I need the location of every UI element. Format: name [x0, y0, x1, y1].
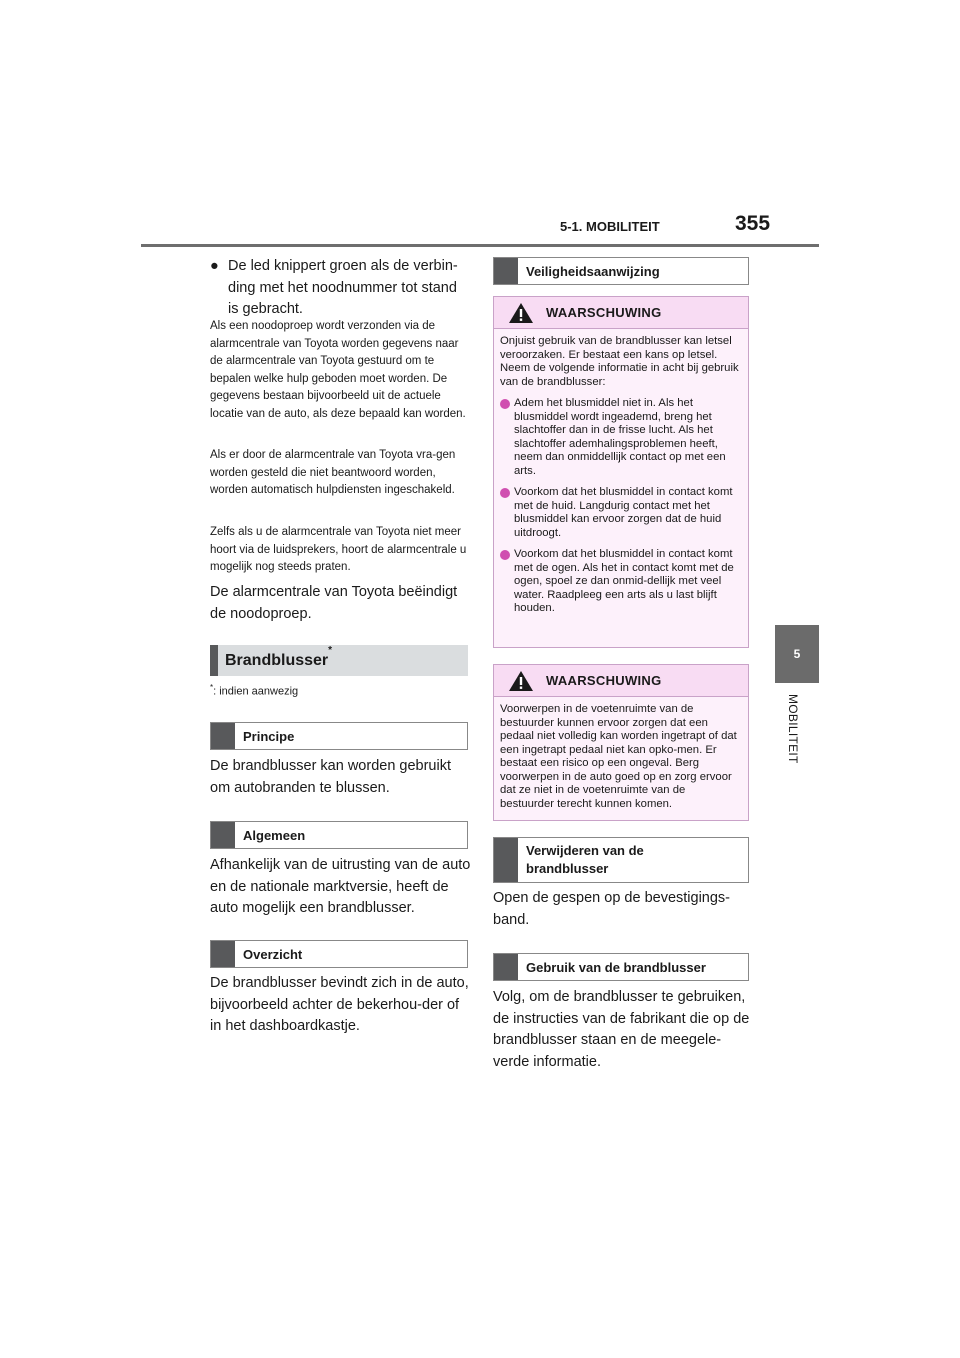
warning-text: Voorwerpen in de voetenruimte van de bestuurder kunnen ervoor zorgen dat een pedaal niet volledig kan worden ingetrapt of dat een ingetrapt pedaal niet kan opko-men. Er bestaat een risico op een ongeval. Berg voorwerpen in de auto goed op en zorg ervoor dat ze niet in de voetenruimte van de bestuurder terecht kunnen komen. — [500, 703, 737, 810]
bullet-text: De led knippert groen als de verbin-ding met het noodnummer tot stand is gebracht. — [228, 258, 458, 317]
principe-text: De brandblusser kan worden gebruikt om autobranden te blussen. — [210, 758, 451, 796]
page-number: 355 — [735, 212, 771, 235]
warning-header — [494, 297, 748, 329]
footnote-text: : indien aanwezig — [213, 685, 299, 698]
running-header-section: 5-1. MOBILITEIT — [560, 219, 660, 234]
remove-text: Open de gespen op de bevestigings-band. — [493, 890, 731, 928]
subheading-bar — [211, 822, 235, 848]
warning-intro: Onjuist gebruik van de brandblusser kan letsel veroorzaken. Er bestaat een kans op letsel. Neem de volgende informatie in acht bij gebruik van de brandblusser: — [500, 335, 739, 388]
subheading-algemeen — [210, 821, 468, 849]
footnote-mark: * — [210, 683, 214, 692]
section-heading-brandblusser — [210, 645, 468, 676]
info-paragraph-1: Als een noodoproep wordt verzonden via de alarmcentrale van Toyota worden gegevens naar de alarmcentrale van Toyota gestuurd om te bepalen welke hulp geboden moet worden. De gegevens bestaan bijvoorbeeld uit de actuele locatie van de auto, als deze bepaald kan worden. — [210, 320, 466, 420]
warning-body — [494, 697, 748, 825]
chapter-tab — [775, 625, 819, 683]
subheading-bar — [494, 838, 518, 882]
warning-title: WAARSCHUWING — [546, 673, 662, 688]
subheading-text: Verwijderen van de brandblusser — [526, 843, 644, 876]
chapter-label: MOBILITEIT — [786, 694, 800, 764]
chapter-number: 5 — [793, 647, 801, 661]
algemeen-text: Afhankelijk van de uitrusting van de auto en de nationale marktversie, heeft de auto mogelijk een brandblusser. — [210, 857, 471, 916]
section-title-mark: * — [328, 645, 333, 656]
bullet-circle-icon — [500, 488, 510, 498]
warning-title: WAARSCHUWING — [546, 305, 662, 320]
subheading-bar — [494, 258, 518, 284]
section-title: Brandblusser — [225, 652, 329, 669]
subheading-text: Principe — [243, 728, 295, 744]
overzicht-text: De brandblusser bevindt zich in de auto, bijvoorbeeld achter de bekerhou-der of in het dashboardkastje. — [210, 975, 469, 1034]
subheading-gebruik — [493, 953, 749, 981]
use-text: Volg, om de brandblusser te gebruiken, de instructies van de fabrikant die op de brandblusser staan en de meegele-verde informatie. — [493, 989, 750, 1070]
subheading-veiligheid — [493, 257, 749, 285]
bullet-dot-icon: ● — [210, 258, 219, 274]
subheading-overzicht — [210, 940, 468, 968]
bullet-item — [210, 256, 468, 321]
subheading-bar — [211, 723, 235, 749]
info-paragraph-3: Zelfs als u de alarmcentrale van Toyota niet meer hoort via de luidsprekers, hoort de alarmcentrale u mogelijk nog steeds praten. — [210, 526, 467, 573]
warning-body — [494, 329, 748, 630]
warning-triangle-icon — [508, 302, 534, 324]
end-call-paragraph: De alarmcentrale van Toyota beëindigt de noodoproep. — [210, 584, 458, 622]
warning-list-item — [500, 548, 742, 616]
warning-item-text: Voorkom dat het blusmiddel in contact komt met de huid. Langdurig contact met het blusmiddel kan ervoor zorgen dat de huid uitdroogt. — [514, 486, 733, 539]
info-paragraph-2: Als er door de alarmcentrale van Toyota vra-gen worden gesteld die niet beantwoord worden, worden automatisch hulpdiensten ingeschakeld. — [210, 449, 456, 496]
subheading-verwijderen — [493, 837, 749, 883]
subheading-text: Algemeen — [243, 827, 306, 843]
header-rule — [141, 244, 819, 247]
warning-header — [494, 665, 748, 697]
subheading-text: Gebruik van de brandblusser — [526, 959, 706, 975]
warning-list-item — [500, 397, 742, 478]
subheading-principe — [210, 722, 468, 750]
footnote — [210, 683, 298, 698]
warning-item-text: Adem het blusmiddel niet in. Als het blusmiddel wordt ingeademd, breng het slachtoffer dan in de frisse lucht. Als het slachtoffer ademhalingsproblemen heeft, neem dan onmiddellijk contact op met een arts. — [514, 397, 726, 477]
warning-list-item — [500, 486, 742, 540]
warning-box-1 — [493, 296, 749, 648]
subheading-bar — [494, 954, 518, 980]
subheading-bar — [211, 941, 235, 967]
warning-triangle-icon — [508, 670, 534, 692]
subheading-text: Veiligheidsaanwijzing — [526, 263, 660, 279]
warning-box-2 — [493, 664, 749, 821]
warning-item-text: Voorkom dat het blusmiddel in contact komt met de ogen. Als het in contact komt met de ogen, spoel ze dan onmid-dellijk met veel water. Raadpleeg een arts als u last blijft houden. — [514, 548, 734, 614]
bullet-circle-icon — [500, 550, 510, 560]
subheading-text: Overzicht — [243, 946, 303, 962]
bullet-circle-icon — [500, 399, 510, 409]
